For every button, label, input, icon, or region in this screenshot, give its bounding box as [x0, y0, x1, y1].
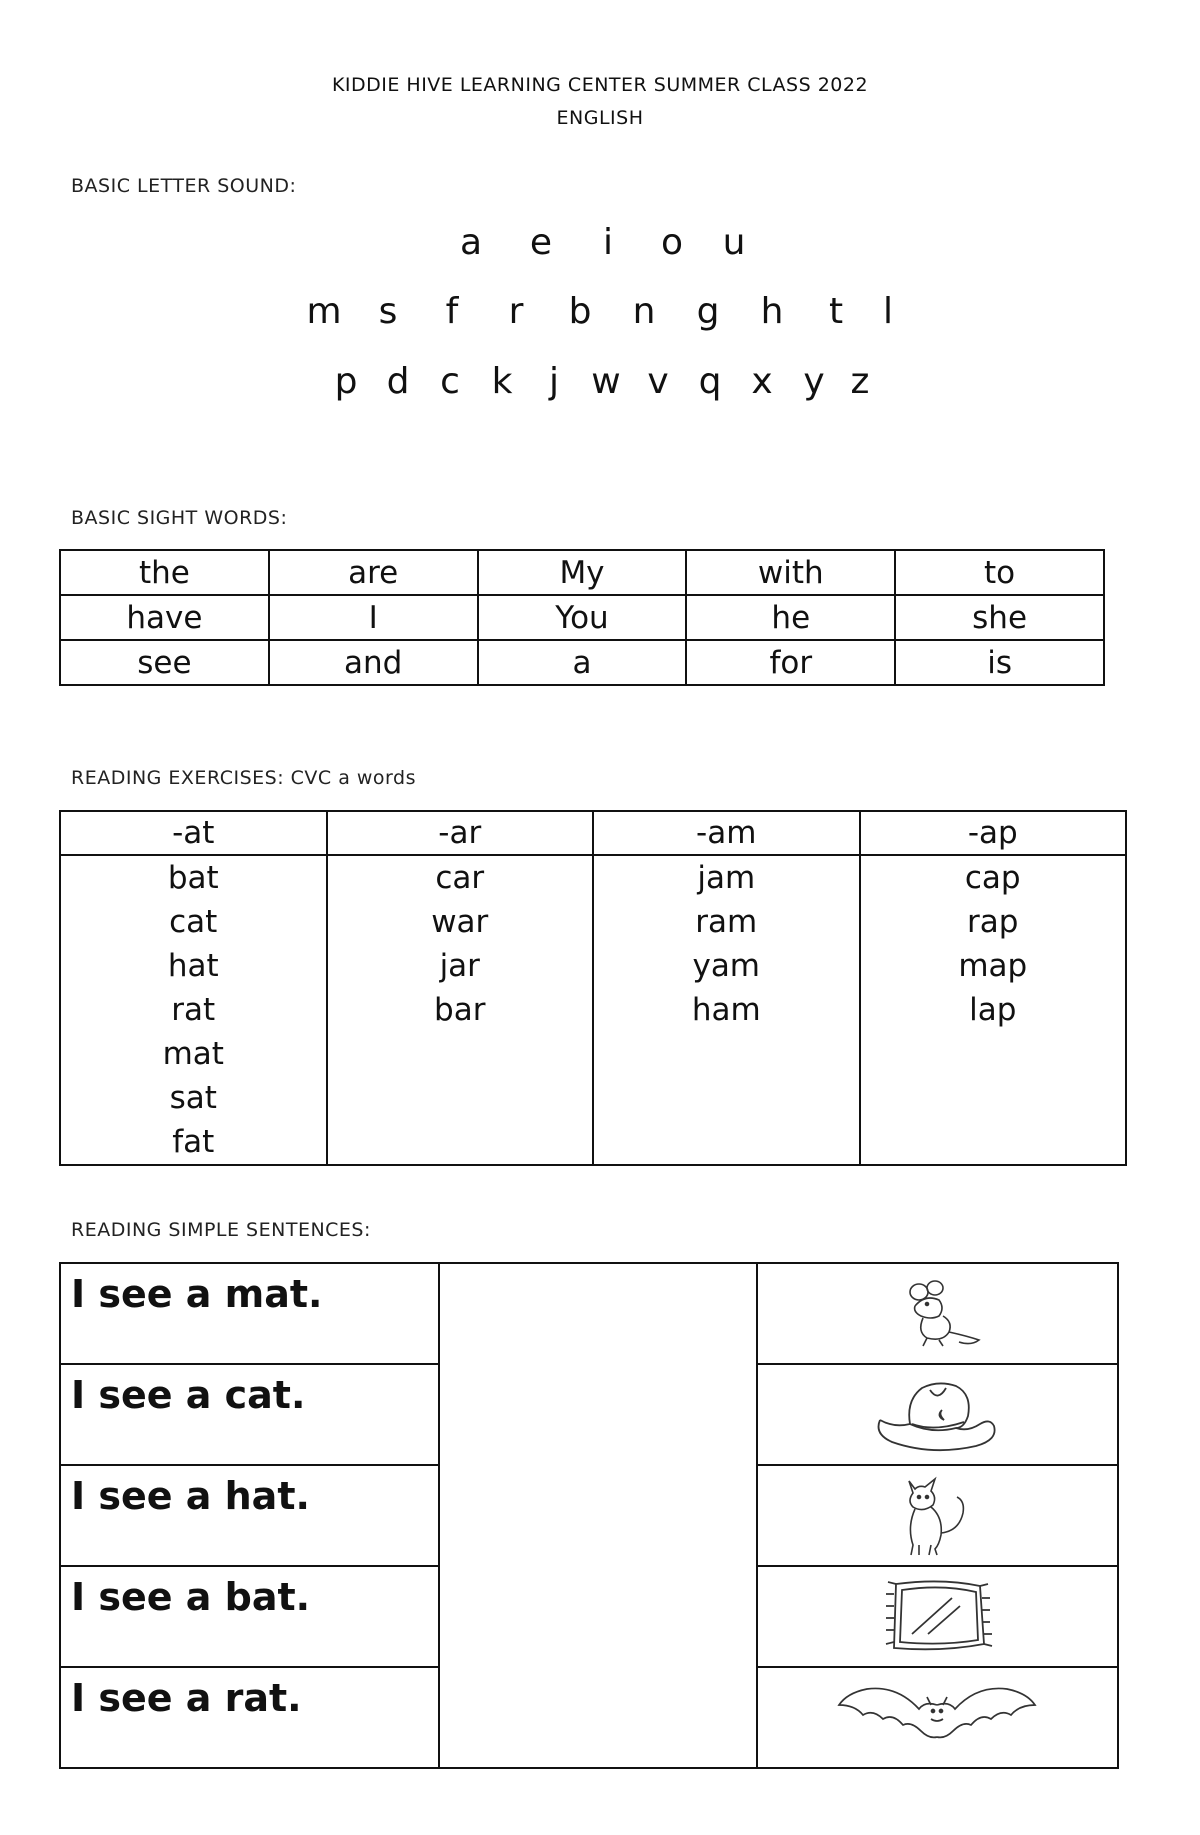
- consonants-row-2: [0, 361, 1200, 402]
- picture-cell: [757, 1263, 1118, 1364]
- column-header: -ar: [327, 811, 594, 855]
- word: mat: [162, 1036, 224, 1072]
- sentence-match-table: [59, 1262, 1119, 1769]
- sight-word-cell: and: [269, 640, 478, 685]
- sight-word-cell: You: [478, 595, 687, 640]
- sentence-cell: I see a bat.: [60, 1566, 439, 1667]
- letter-sound-label: BASIC LETTER SOUND:: [71, 175, 297, 197]
- table-header-row: [60, 811, 1126, 855]
- letter: d: [386, 361, 410, 402]
- word: ham: [691, 992, 761, 1028]
- sentence-cell: I see a cat.: [60, 1364, 439, 1465]
- word: bar: [434, 992, 486, 1028]
- letter: z: [850, 361, 870, 402]
- word: yam: [692, 948, 761, 984]
- reading-exercises-label: READING EXERCISES: CVC a words: [71, 767, 416, 789]
- cat-icon: [897, 1473, 977, 1559]
- letter: b: [568, 291, 592, 332]
- matching-area: [439, 1263, 757, 1768]
- sight-word-cell: I: [269, 595, 478, 640]
- picture-cell: [757, 1465, 1118, 1566]
- sight-word-cell: she: [895, 595, 1104, 640]
- sight-word-cell: he: [686, 595, 895, 640]
- letter: p: [334, 361, 358, 402]
- letter: o: [660, 222, 684, 263]
- letter: i: [602, 222, 613, 263]
- sentence-cell: I see a rat.: [60, 1667, 439, 1768]
- letter: e: [529, 222, 553, 263]
- letter: f: [445, 291, 459, 332]
- word: sat: [169, 1080, 217, 1116]
- word: fat: [172, 1124, 215, 1160]
- sight-word-cell: is: [895, 640, 1104, 685]
- picture-cell: [757, 1667, 1118, 1768]
- letter: t: [828, 291, 844, 332]
- table-row: [60, 595, 1104, 640]
- letter: g: [696, 291, 720, 332]
- picture-cell: [757, 1566, 1118, 1667]
- letter: h: [760, 291, 784, 332]
- sight-word-cell: a: [478, 640, 687, 685]
- letter: s: [378, 291, 398, 332]
- mouse-icon: [887, 1276, 987, 1352]
- column-header: -at: [60, 811, 327, 855]
- letter: n: [632, 291, 656, 332]
- table-row: [60, 550, 1104, 595]
- letter: w: [591, 361, 621, 402]
- table-row: [60, 640, 1104, 685]
- page-title: KIDDIE HIVE LEARNING CENTER SUMMER CLASS 2022: [331, 74, 869, 96]
- word-column-am: [593, 855, 860, 1165]
- letter: v: [647, 361, 669, 402]
- letter: k: [491, 361, 513, 402]
- sentence-cell: I see a mat.: [60, 1263, 439, 1364]
- cowboy-hat-icon: [872, 1372, 1002, 1458]
- letter: a: [459, 222, 483, 263]
- sight-word-cell: are: [269, 550, 478, 595]
- bat-icon: [837, 1675, 1037, 1761]
- table-row: [60, 855, 1126, 1165]
- word: hat: [167, 948, 219, 984]
- letter: j: [548, 361, 559, 402]
- word: lap: [969, 992, 1017, 1028]
- sight-words-label: BASIC SIGHT WORDS:: [71, 507, 288, 529]
- sight-word-cell: with: [686, 550, 895, 595]
- table-row: [60, 1263, 1118, 1364]
- vowels-row: [0, 222, 1200, 263]
- word: cap: [964, 860, 1021, 896]
- sight-word-cell: to: [895, 550, 1104, 595]
- word: car: [435, 860, 485, 896]
- letter: x: [751, 361, 773, 402]
- column-header: -am: [593, 811, 860, 855]
- letter: y: [803, 361, 825, 402]
- sight-words-table: [59, 549, 1105, 686]
- subject-title: ENGLISH: [556, 107, 644, 129]
- sight-word-cell: the: [60, 550, 269, 595]
- word: cat: [169, 904, 218, 940]
- word-column-at: [60, 855, 327, 1165]
- word: ram: [695, 904, 758, 940]
- sentence-cell: I see a hat.: [60, 1465, 439, 1566]
- picture-cell: [757, 1364, 1118, 1465]
- consonants-row-1: [0, 291, 1200, 332]
- cvc-words-table: [59, 810, 1127, 1166]
- letter: u: [722, 222, 746, 263]
- word: rap: [967, 904, 1019, 940]
- word: rat: [171, 992, 216, 1028]
- letter: c: [440, 361, 460, 402]
- simple-sentences-label: READING SIMPLE SENTENCES:: [71, 1219, 371, 1241]
- word-column-ap: [860, 855, 1127, 1165]
- letter: m: [306, 291, 342, 332]
- sight-word-cell: for: [686, 640, 895, 685]
- letter: r: [508, 291, 524, 332]
- word: map: [958, 948, 1028, 984]
- letter: l: [882, 291, 893, 332]
- mat-rug-icon: [872, 1574, 1002, 1660]
- word-column-ar: [327, 855, 594, 1165]
- word: jam: [697, 860, 756, 896]
- letter: q: [698, 361, 722, 402]
- sight-word-cell: My: [478, 550, 687, 595]
- sight-word-cell: have: [60, 595, 269, 640]
- column-header: -ap: [860, 811, 1127, 855]
- sight-word-cell: see: [60, 640, 269, 685]
- word: bat: [167, 860, 219, 896]
- word: war: [431, 904, 489, 940]
- word: jar: [439, 948, 480, 984]
